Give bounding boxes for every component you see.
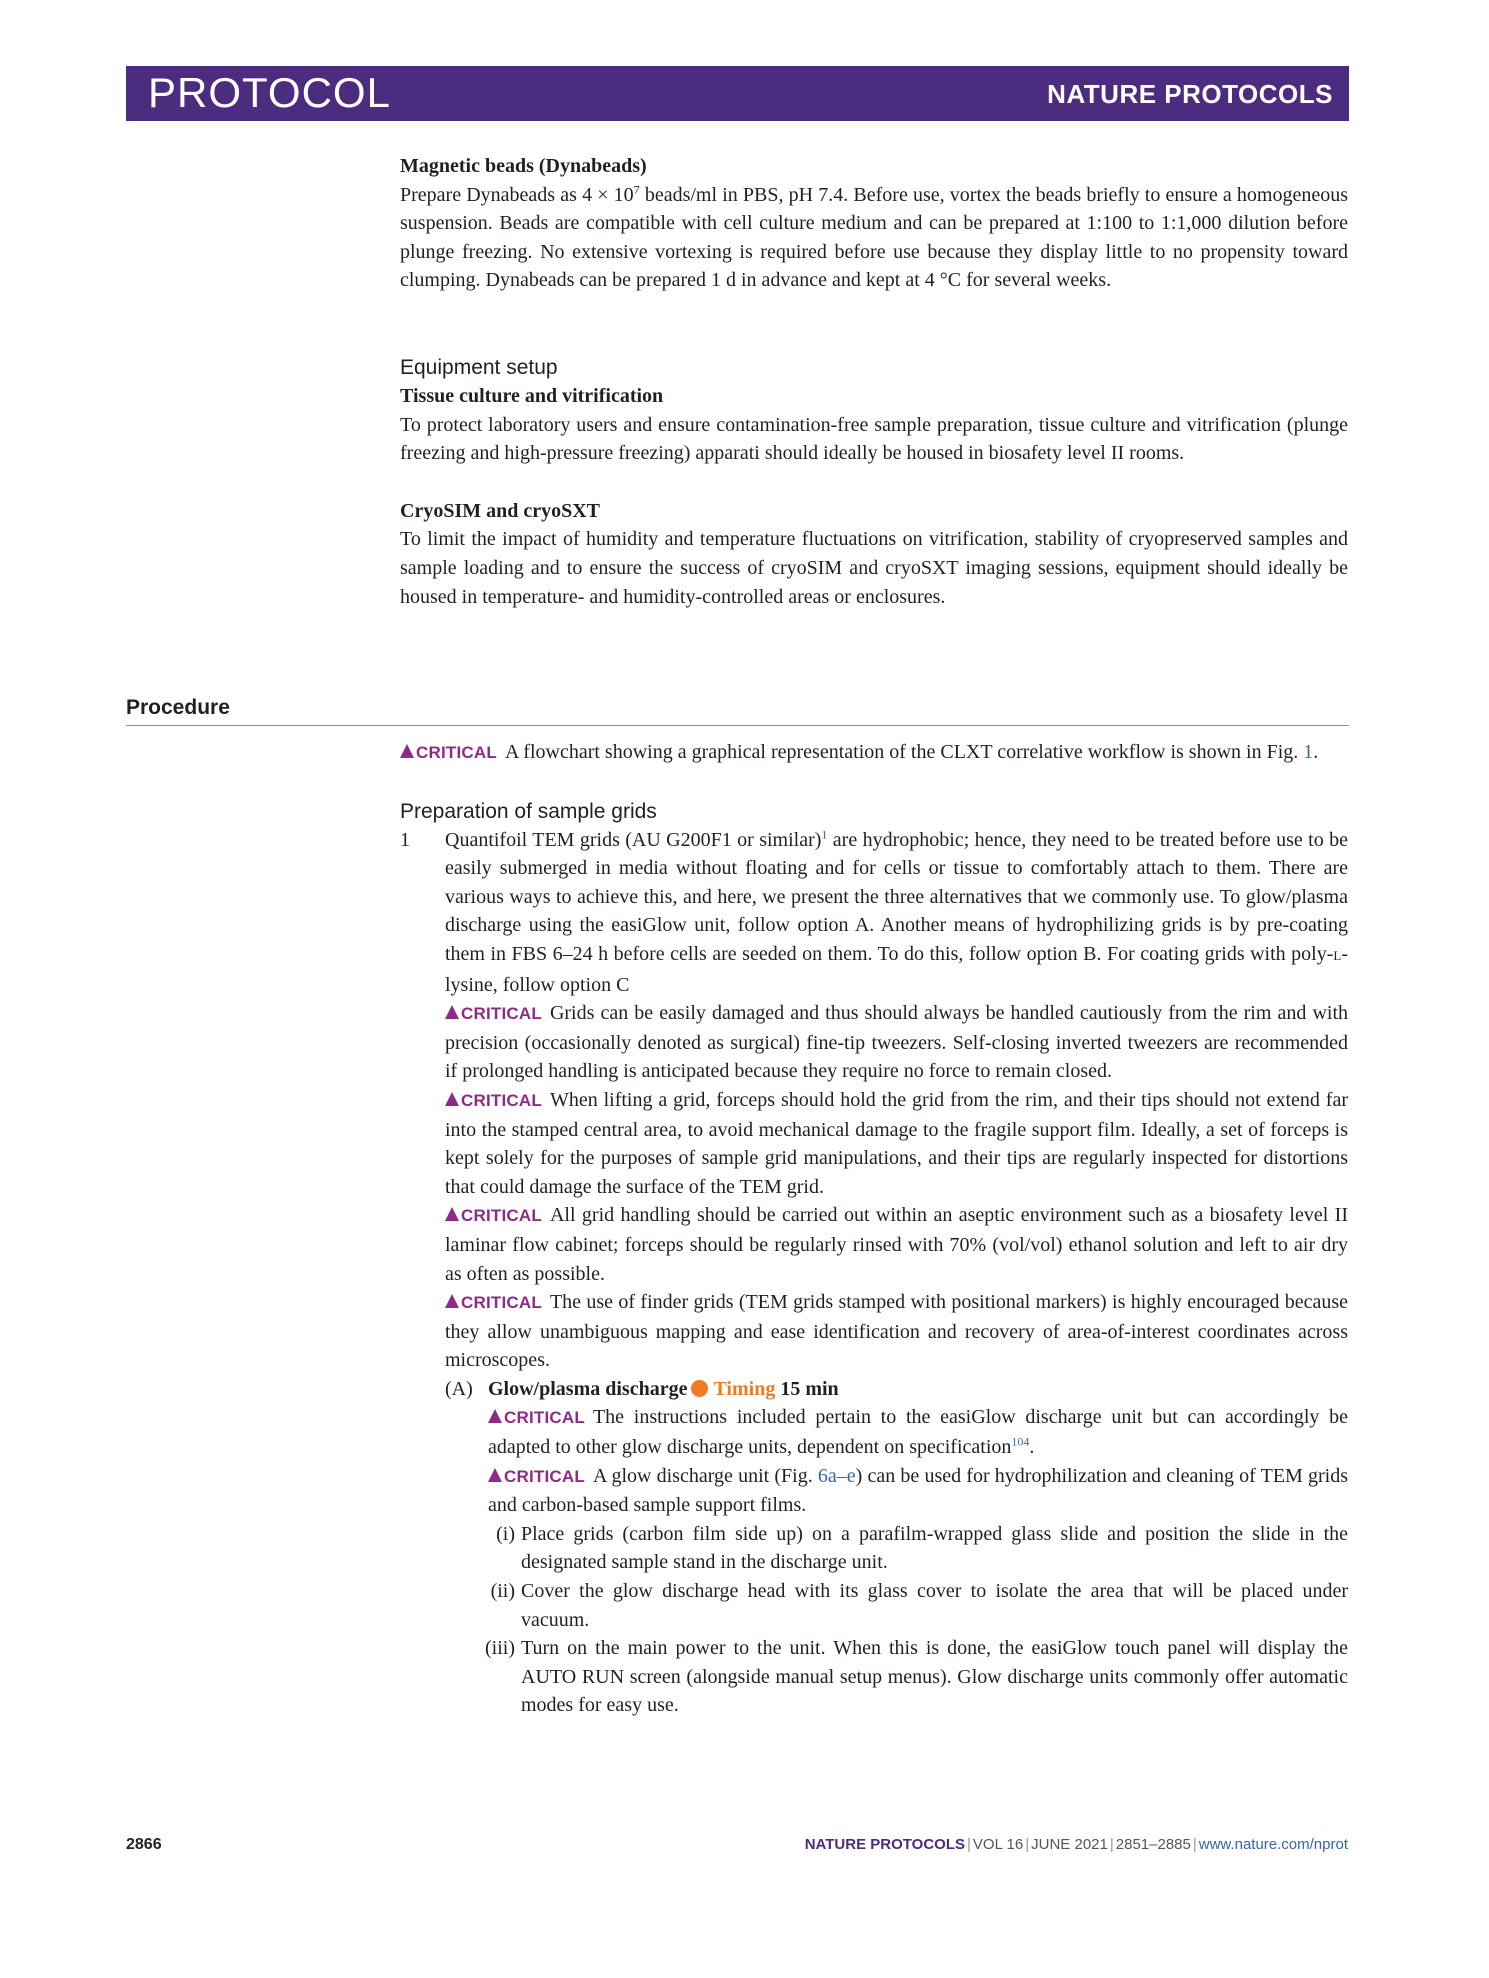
option-a-label: (A) bbox=[445, 1377, 473, 1400]
step-1-critical-1: CRITICAL Grids can be easily damaged and thus should always be handled cautiously from the rim and with precision (occasionally denoted as surgical) fine-tip tweezers. Self-closing inverted tweezers are recommended if prolonged handling is anticipated because they require no force to remain closed. bbox=[445, 1002, 1348, 1083]
step-1-critical-2: CRITICAL When lifting a grid, forceps should hold the grid from the rim, and their tips should not extend far into the stamped central area, to avoid mechanical damage to the fragile support film. Ideally, a set of forceps is kept solely for the purposes of sample grid manipulations, and their tips are regularly inspected for distortions that could damage the surface of the TEM grid. bbox=[445, 1088, 1348, 1198]
procedure-body bbox=[400, 738, 1348, 1720]
journal-name: NATURE PROTOCOLS bbox=[1047, 79, 1333, 109]
procedure-section-header bbox=[126, 693, 1349, 726]
substep-ii: (ii) Cover the glow discharge head with its glass cover to isolate the area that will be placed under vacuum. bbox=[490, 1580, 1348, 1631]
fig-6-link[interactable]: 6a–e bbox=[817, 1464, 856, 1487]
critical-triangle-icon bbox=[445, 1207, 459, 1221]
tissue-culture-heading: Tissue culture and vitrification bbox=[400, 385, 664, 407]
step-1-text: Quantifoil TEM grids (AU G200F1 or similar)$^1$ are hydrophobic; hence, they need to be treated before use to be easily submerged in media without floating and for cells or tissue to comfortably attach to them. There are various ways to achieve this, and here, we present the three alternatives that we commonly use. To glow/plasma discharge using the easiGlow unit, follow option A. Another means of hydrophilizing grids is by pre-coating them in FBS 6–24 h before cells are seeded on them. To do this, follow option B. For coating grids with poly-L-lysine, follow option C bbox=[445, 826, 1349, 996]
option-a bbox=[445, 1375, 1348, 1720]
ref-1-link[interactable]: 1 bbox=[821, 826, 828, 841]
critical-triangle-icon bbox=[488, 1468, 502, 1482]
tissue-culture-text: To protect laboratory users and ensure contamination-free sample preparation, tissue culture and vitrification (plunge freezing and high-pressure freezing) apparati should ideally be housed in biosafety level II rooms. bbox=[400, 413, 1348, 465]
equipment-setup-heading: Equipment setup bbox=[400, 356, 558, 379]
section-label: PROTOCOL bbox=[148, 69, 391, 116]
critical-triangle-icon bbox=[445, 1294, 459, 1308]
option-a-critical-1: CRITICAL The instructions included pertain to the easiGlow discharge unit but can accordingly be adapted to other glow discharge units, dependent on specification$^{104}$. bbox=[488, 1406, 1348, 1459]
step-1-critical-4: CRITICAL The use of finder grids (TEM grids stamped with positional markers) is highly encouraged because they allow unambiguous mapping and ease identification and recovery of area-of-interest coordinates across microscopes. bbox=[445, 1291, 1348, 1372]
equipment-setup-block bbox=[400, 353, 1348, 611]
page-number: 2866 bbox=[126, 1836, 162, 1853]
magnetic-beads-block bbox=[400, 152, 1348, 295]
substep-i: (i) Place grids (carbon film side up) on a parafilm-wrapped glass slide and position the slide in the designated sample stand in the discharge unit. bbox=[496, 1522, 1348, 1574]
step-1-critical-3: CRITICAL All grid handling should be carried out within an aseptic environment such as a biosafety level II laminar flow cabinet; forceps should be regularly rinsed with 70% (vol/vol) ethanol solution and left to air dry as often as possible. bbox=[445, 1204, 1348, 1285]
critical-triangle-icon bbox=[445, 1005, 459, 1019]
magnetic-beads-text: Prepare Dynabeads as $4 \times 10^7$ beads/ml in PBS, pH 7.4. Before use, vortex the beads briefly to ensure a homogeneous suspension. Beads are compatible with cell culture medium and can be prepared at 1:100 to 1:1,000 dilution before plunge freezing. No extensive vortexing is required before use because they display little to no propensity toward clumping. Dynabeads can be prepared 1 d in advance and kept at 4 °C for several weeks. bbox=[400, 181, 1349, 292]
cryo-text: To limit the impact of humidity and temperature fluctuations on vitrification, stability of cryopreserved samples and sample loading and to ensure the success of cryoSIM and cryoSXT imaging sessions, equipment should ideally be housed in temperature- and humidity-controlled areas or enclosures. bbox=[400, 528, 1348, 608]
substep-iii: (iii) Turn on the main power to the unit. When this is done, the easiGlow touch panel will display the AUTO RUN screen (alongside manual setup menus). Glow discharge units commonly offer automatic modes for easy use. bbox=[485, 1637, 1348, 1717]
critical-badge: CRITICAL bbox=[400, 743, 497, 762]
procedure-intro: CRITICAL A flowchart showing a graphical representation of the CLXT correlative workflow is shown in Fig. 1. bbox=[400, 738, 1348, 768]
step-1 bbox=[400, 826, 1348, 1720]
critical-triangle-icon bbox=[400, 744, 414, 758]
critical-triangle-icon bbox=[445, 1092, 459, 1106]
footer-citation: NATURE PROTOCOLS | VOL 16 | JUNE 2021 | 2851–2885 | www.nature.com/nprot bbox=[804, 1836, 1348, 1853]
prep-heading: Preparation of sample grids bbox=[400, 799, 657, 823]
journal-banner bbox=[126, 66, 1349, 121]
fig-1-link[interactable]: 1 bbox=[1303, 741, 1314, 763]
timing-dot-icon bbox=[691, 1380, 708, 1397]
journal-url-link[interactable]: www.nature.com/nprot bbox=[1198, 1836, 1348, 1853]
critical-triangle-icon bbox=[488, 1409, 502, 1423]
option-a-critical-2: CRITICAL A glow discharge unit (Fig. 6a–e) can be used for hydrophilization and cleaning of TEM grids and carbon-based sample support films. bbox=[488, 1464, 1348, 1517]
option-a-title-line: Glow/plasma discharge Timing 15 min bbox=[488, 1377, 839, 1400]
magnetic-beads-heading: Magnetic beads (Dynabeads) bbox=[400, 155, 647, 177]
procedure-heading: Procedure bbox=[126, 696, 230, 719]
step-number: 1 bbox=[400, 828, 410, 851]
ref-104-link[interactable]: 104 bbox=[1011, 1434, 1030, 1449]
cryo-heading: CryoSIM and cryoSXT bbox=[400, 499, 601, 522]
